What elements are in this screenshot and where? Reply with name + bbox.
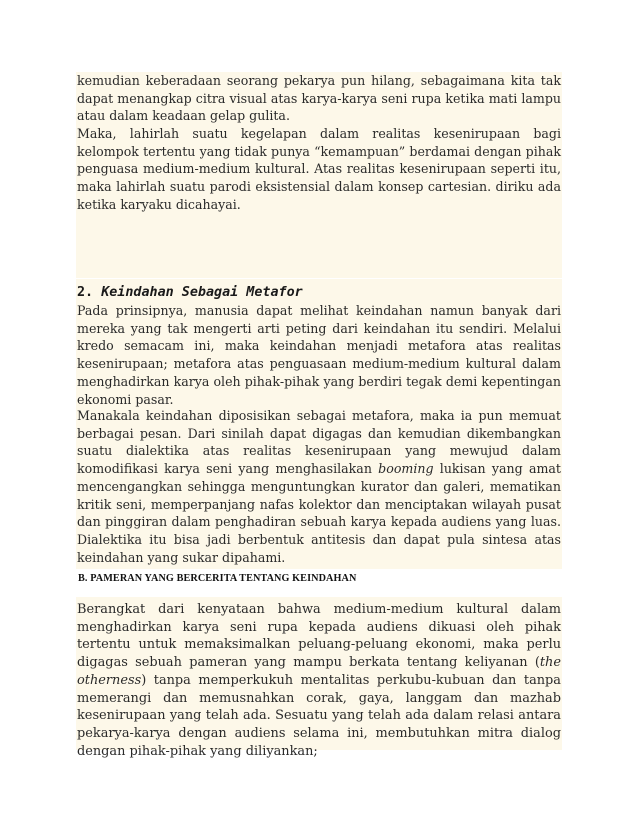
italic-term: the otherness (77, 655, 561, 688)
paragraph-text: Manakala keindahan diposisikan sebagai metafora, maka ia pun memuat berbagai pesan. Dari sinilah dapat digagas dan kemudian dikembangkan suatu dialektika atas realitas kesenirupaan yang mewujud dalam komodifikasi karya seni yang menghasilakan (77, 408, 561, 477)
text-block-section-2 (76, 279, 562, 569)
section-heading (77, 284, 303, 301)
paragraph: Maka, lahirlah suatu kegelapan dalam realitas kesenirupaan bagi kelompok tertentu yang tidak punya “kemampuan” berdamai dengan pihak penguasa medium-medium kultural. Atas realitas kesenirupaan seperti itu, maka lahirlah suatu parodi eksistensial dalam konsep cartesian. diriku ada ketika karyaku dicahayai. (77, 126, 561, 212)
paragraph-text: Berangkat dari kenyataan bahwa medium-medium kultural dalam menghadirkan karya seni rupa kepada audiens dikuasi oleh pihak tertentu untuk memaksimalkan peluang-peluang ekonomi, maka perlu digagas sebuah pameran yang mampu berkata tentang keliyanan ( (77, 602, 561, 671)
paragraph-text: lukisan yang amat mencengangkan sehingga menguntungkan kurator dan galeri, mematikan kritik seni, memperpanjang nafas kolektor dan menciptakan wilayah pusat dan pinggiran dalam penghadiran sebuah karya kepada audiens yang luas. Dialektika itu bisa jadi berbentuk antitesis dan dapat pula sintesa atas keindahan yang sukar dipahami. (77, 461, 561, 565)
paragraph: kemudian keberadaan seorang pekarya pun hilang, sebagaimana kita tak dapat menangkap citra visual atas karya-karya seni rupa ketika mati lampu atau dalam keadaan gelap gulita. (77, 73, 561, 124)
paragraph (76, 601, 562, 760)
text-block-intro (76, 72, 562, 278)
paragraph (76, 407, 562, 566)
heading-text: Keindahan Sebagai Metafor (101, 285, 303, 300)
italic-term: booming (378, 461, 434, 477)
text-block-section-b (76, 597, 562, 759)
heading-number: 2. (77, 285, 102, 300)
section-heading-b: B. PAMERAN YANG BERCERITA TENTANG KEINDAHAN (78, 573, 357, 584)
paragraph: Pada prinsipnya, manusia dapat melihat keindahan namun banyak dari mereka yang tak mengerti arti peting dari keindahan itu sendiri. Melalui kredo semacam ini, maka keindahan menjadi metafora atas realitas kesenirupaan; metafora atas penguasaan medium-medium kultural dalam menghadirkan karya oleh pihak-pihak yang berdiri tegak demi kepentingan ekonomi pasar. (77, 303, 561, 407)
paragraph-text: ) tanpa memperkukuh mentalitas perkubu-kubuan dan tanpa memerangi dan memusnahkan corak, gaya, langgam dan mazhab kesenirupaan yang telah ada. Sesuatu yang telah ada dalam relasi antara pekarya-karya dengan audiens selama ini, membutuhkan mitra dialog dengan pihak-pihak yang diliyankan; (77, 672, 561, 759)
